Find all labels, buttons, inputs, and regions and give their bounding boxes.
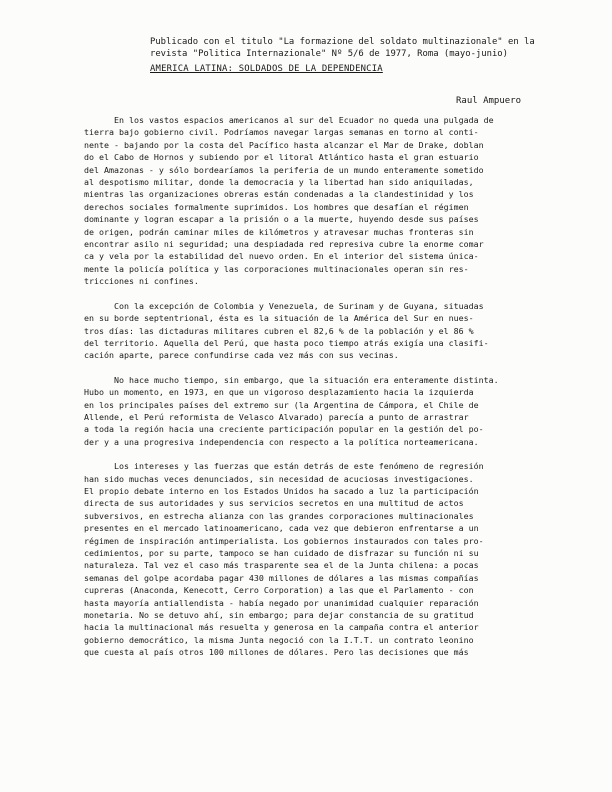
paragraph-line: En los vastos espacios americanos al sur del Ecuador no queda una pulgada de — [114, 115, 494, 125]
paragraph-line: Hubo un momento, en 1973, en que un vigoroso desplazamiento hacia la izquierda — [84, 387, 474, 398]
paragraph-line: directa de sus autoridades y sus servicios secretos en una multitud de actos — [84, 498, 464, 509]
paragraph-line: en su borde septentrional, ésta es la situación de la América del Sur en nues- — [84, 313, 474, 324]
publication-note-line: revista "Politica Internazionale" Nº 5/6 de 1977, Roma (mayo-junio) — [150, 49, 508, 59]
paragraph-line: al despotismo militar, donde la democracia y la libertad han sido aniquiladas, — [84, 177, 474, 188]
paragraph-line: semanas del golpe acordaba pagar 430 millones de dólares a las mismas compañías — [84, 572, 479, 583]
paragraph-line: presentes en el mercado latinoamericano, cada vez que debieron enfrentarse a un — [84, 523, 479, 534]
publication-note — [150, 36, 602, 60]
paragraph-line: encontrar asilo ni seguridad; una despiadada red represiva cubre la enorme comar — [84, 239, 484, 250]
paragraph-line: tierra bajo gobierno civil. Podríamos navegar largas semanas en torno al conti- — [84, 127, 479, 138]
paragraph — [84, 374, 604, 448]
paragraph-line: cación aparte, parece confundirse cada vez más con sus vecinas. — [84, 350, 399, 361]
paragraph-line: de origen, podrán caminar miles de kilómetros y atravesar muchas fronteras sin — [84, 226, 474, 237]
paragraph-line: No hace mucho tiempo, sin embargo, que la situación era enteramente distinta. — [114, 374, 499, 385]
paragraph-line: gobierno democrático, la misma Junta negoció con la I.T.T. un contrato leonino — [84, 634, 474, 645]
paragraph-line: dominante y logran escapar a la prisión o a la muerte, huyendo desde sus países — [84, 214, 479, 225]
paragraph-line: hacia la multinacional más resuelta y generosa en la campaña contra el anterior — [84, 622, 479, 633]
paragraph-line: Con la excepción de Colombia y Venezuela, de Surinam y de Guyana, situadas — [114, 300, 484, 311]
paragraph-line: mientras las organizaciones obreras están condenadas a la clandestinidad y los — [84, 189, 474, 200]
paragraph-line: do el Cabo de Hornos y subiendo por el litoral Atlántico hasta el gran estuario — [84, 152, 479, 163]
paragraph-line: régimen de inspiración antimperialista. Los gobiernos instaurados con tales pro- — [84, 535, 484, 546]
paragraph — [84, 460, 604, 659]
publication-note-line: Publicado con el titulo "La formazione del soldato multinazionale" en la — [150, 37, 535, 47]
paragraph-line: tricciones ni confines. — [84, 276, 199, 287]
paragraph-line: a toda la región hacia una creciente participación popular en la gestión del po- — [84, 424, 484, 435]
paragraph — [84, 114, 604, 288]
paragraph-line: derechos sociales formalmente suprimidos. Los hombres que desafían el régimen — [84, 201, 469, 212]
paragraph-line: El propio debate interno en los Estados Unidos ha sacado a luz la participación — [84, 485, 479, 496]
paragraph-line: subversivos, en estrecha alianza con las grandes corporaciones multinacionales — [84, 510, 474, 521]
paragraph-line: nente - bajando por la costa del Pacífico hasta alcanzar el Mar de Drake, doblan — [84, 139, 484, 150]
paragraph-line: Allende, el Perú reformista de Velasco Alvarado) parecía a punto de arrastrar — [84, 411, 469, 422]
paragraph — [84, 300, 604, 362]
paragraph-line: del Amazonas - y sólo bordearíamos la periferia de un mundo enteramente sometido — [84, 164, 484, 175]
document-body — [84, 114, 604, 671]
author-name: Raul Ampuero — [456, 96, 522, 106]
document-title: AMERICA LATINA: SOLDADOS DE LA DEPENDENCIA — [150, 64, 383, 74]
paragraph-line: mente la policía política y las corporaciones multinacionales operan sin res- — [84, 263, 469, 274]
paragraph-line: cupreras (Anaconda, Kenecott, Cerro Corporation) a las que el Parlamento - con — [84, 585, 474, 596]
paragraph-line: Los intereses y las fuerzas que están detrás de este fenómeno de regresión — [114, 461, 484, 472]
paragraph-line: cedimientos, por su parte, tampoco se han cuidado de disfrazar su función ni su — [84, 548, 479, 558]
paragraph-line: han sido muchas veces denunciados, sin necesidad de acuciosas investigaciones. — [84, 473, 474, 484]
paragraph-line: naturaleza. Tal vez el caso más trasparente sea el de la Junta chilena: a pocas — [84, 560, 479, 571]
paragraph-line: tros días: las dictaduras militares cubren el 82,6 % de la población y el 86 % — [84, 325, 474, 336]
paragraph-line: monetaria. No se detuvo ahí, sin embargo; para dejar constancia de su gratitud — [84, 610, 474, 621]
paragraph-line: der y a una progresiva independencia con respecto a la política norteamericana. — [84, 436, 479, 447]
paragraph-line: que cuesta al país otros 100 millones de dólares. Pero las decisiones que más — [84, 647, 469, 658]
paragraph-line: del territorio. Aquella del Perú, que hasta poco tiempo atrás exigía una clasifi- — [84, 337, 489, 348]
paragraph-line: en los principales países del extremo sur (la Argentina de Cámpora, el Chile de — [84, 399, 479, 410]
paragraph-line: hasta mayoría antiallendista - había negado por unanimidad cualquier reparación — [84, 597, 479, 608]
paragraph-line: ca y vela por la estabilidad del nuevo orden. En el interior del sistema única- — [84, 251, 479, 262]
